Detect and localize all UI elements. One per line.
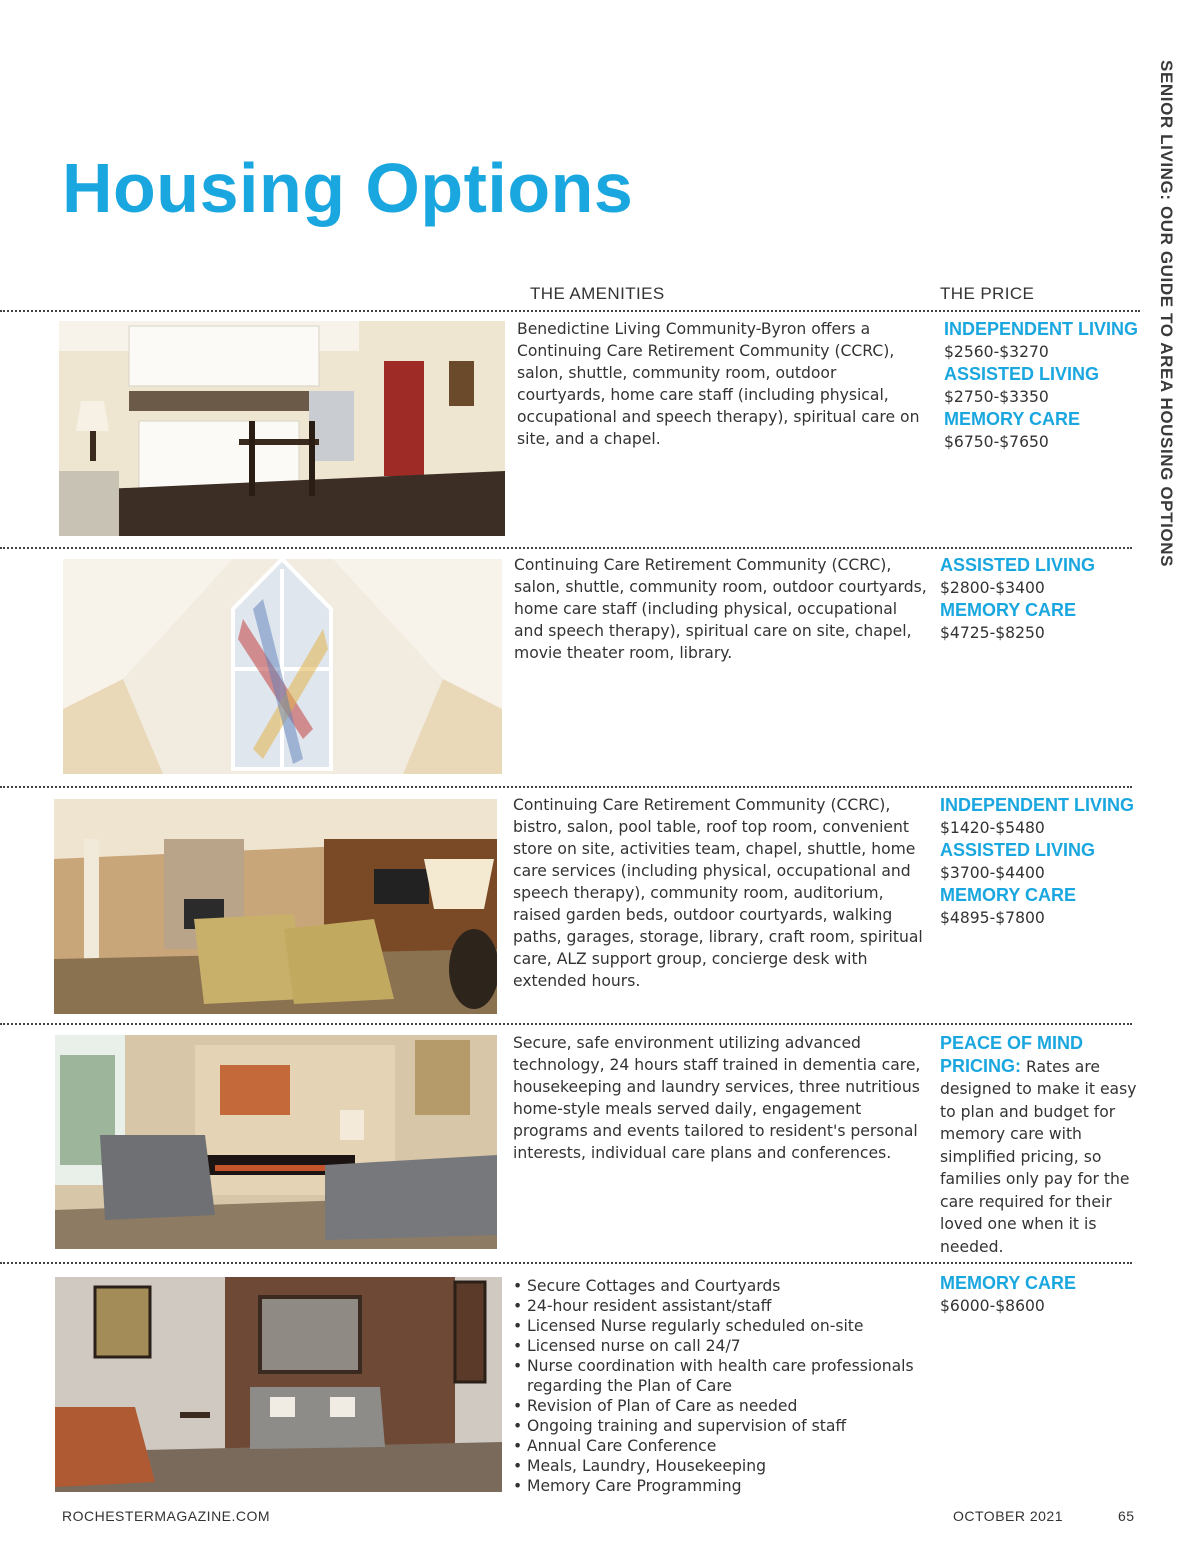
- listing-photo-lounge: [54, 799, 497, 1014]
- list-item: • Meals, Laundry, Housekeeping: [513, 1456, 933, 1476]
- list-item: • Secure Cottages and Courtyards: [513, 1276, 933, 1296]
- price-level: MEMORY CARE: [944, 409, 1081, 429]
- divider: [0, 1262, 1132, 1264]
- price-level: ASSISTED LIVING: [940, 555, 1096, 575]
- section-tab: SENIOR LIVING: OUR GUIDE TO AREA HOUSING OPTIONS: [1157, 60, 1176, 568]
- divider: [0, 1023, 1132, 1025]
- price-level: PEACE OF MIND: [940, 1033, 1084, 1053]
- listing-photo-chapel-window: [63, 559, 502, 774]
- price-header: THE PRICE: [940, 284, 1035, 303]
- list-item: • 24-hour resident assistant/staff: [513, 1296, 933, 1316]
- list-item: • Memory Care Programming: [513, 1476, 933, 1496]
- pricing-description: Rates are designed to make it easy to plan and budget for memory care with simplified pricing, so families only pay for the care required for their loved one when it is needed.: [940, 1057, 1137, 1256]
- price-range: $4895-$7800: [940, 908, 1045, 927]
- footer-issue-date: OCTOBER 2021: [953, 1508, 1064, 1524]
- listing-prices: [940, 1032, 1140, 1258]
- listing-amenities: Secure, safe environment utilizing advanced technology, 24 hours staff trained in dementia care, housekeeping and laundry services, three nutritious home-style meals served daily, engagement programs and events tailored to resident's personal interests, individual care plans and conferences.: [513, 1034, 921, 1162]
- pricing-note: [940, 1055, 1137, 1256]
- listing-prices: [940, 1272, 1076, 1317]
- listing-prices: [940, 794, 1134, 929]
- divider: [0, 786, 1132, 788]
- divider: [0, 547, 1132, 549]
- listing-prices: [940, 554, 1095, 644]
- price-level: MEMORY CARE: [940, 600, 1077, 620]
- listing-photo-fireplace-room: [55, 1035, 497, 1249]
- list-item: • Annual Care Conference: [513, 1436, 933, 1456]
- price-range: $3700-$4400: [940, 863, 1045, 882]
- amenities-header: THE AMENITIES: [530, 284, 665, 303]
- footer-website: ROCHESTERMAGAZINE.COM: [62, 1508, 271, 1524]
- listing-photo-sitting-area: [55, 1277, 502, 1492]
- price-range: $6000-$8600: [940, 1296, 1045, 1315]
- list-item: • Ongoing training and supervision of staff: [513, 1416, 933, 1436]
- price-level: MEMORY CARE: [940, 885, 1077, 905]
- page-number: 65: [1118, 1508, 1135, 1524]
- price-level: MEMORY CARE: [940, 1273, 1077, 1293]
- price-range: $4725-$8250: [940, 623, 1045, 642]
- price-level: PRICING:: [940, 1055, 1021, 1076]
- price-level: INDEPENDENT LIVING: [940, 795, 1135, 815]
- price-range: $2560-$3270: [944, 342, 1049, 361]
- price-level: ASSISTED LIVING: [940, 840, 1096, 860]
- listing-amenities: Continuing Care Retirement Community (CCRC), bistro, salon, pool table, roof top room, convenient store on site, activities team, chapel, shuttle, home care services (including physical, occupational and speech therapy), community room, auditorium, raised garden beds, outdoor courtyards, walking paths, garages, storage, library, craft room, spiritual care, ALZ support group, concierge desk with extended hours.: [513, 796, 923, 990]
- price-range: $2750-$3350: [944, 387, 1049, 406]
- listing-amenities: Benedictine Living Community-Byron offers a Continuing Care Retirement Community (CCRC), salon, shuttle, community room, outdoor courtyards, home care staff (including physical, occupational and speech therapy), spiritual care on site, and a chapel.: [517, 320, 920, 448]
- listing-photo-kitchen: [59, 321, 505, 536]
- page-title: Housing Options: [62, 149, 634, 227]
- list-item: • Nurse coordination with health care professionals regarding the Plan of Care: [513, 1356, 933, 1396]
- listing-amenities: Continuing Care Retirement Community (CCRC), salon, shuttle, community room, outdoor courtyards, home care staff (including physical, occupational and speech therapy), spiritual care on site, chapel, movie theater room, library.: [514, 556, 927, 662]
- list-item: • Licensed Nurse regularly scheduled on-site: [513, 1316, 933, 1336]
- listing-bullet-list: [513, 1276, 933, 1496]
- price-level: ASSISTED LIVING: [944, 364, 1100, 384]
- price-range: $2800-$3400: [940, 578, 1045, 597]
- list-item: • Licensed nurse on call 24/7: [513, 1336, 933, 1356]
- price-range: $6750-$7650: [944, 432, 1049, 451]
- price-range: $1420-$5480: [940, 818, 1045, 837]
- price-level: INDEPENDENT LIVING: [944, 319, 1139, 339]
- divider: [0, 310, 1140, 312]
- listing-prices: [944, 318, 1138, 453]
- list-item: • Revision of Plan of Care as needed: [513, 1396, 933, 1416]
